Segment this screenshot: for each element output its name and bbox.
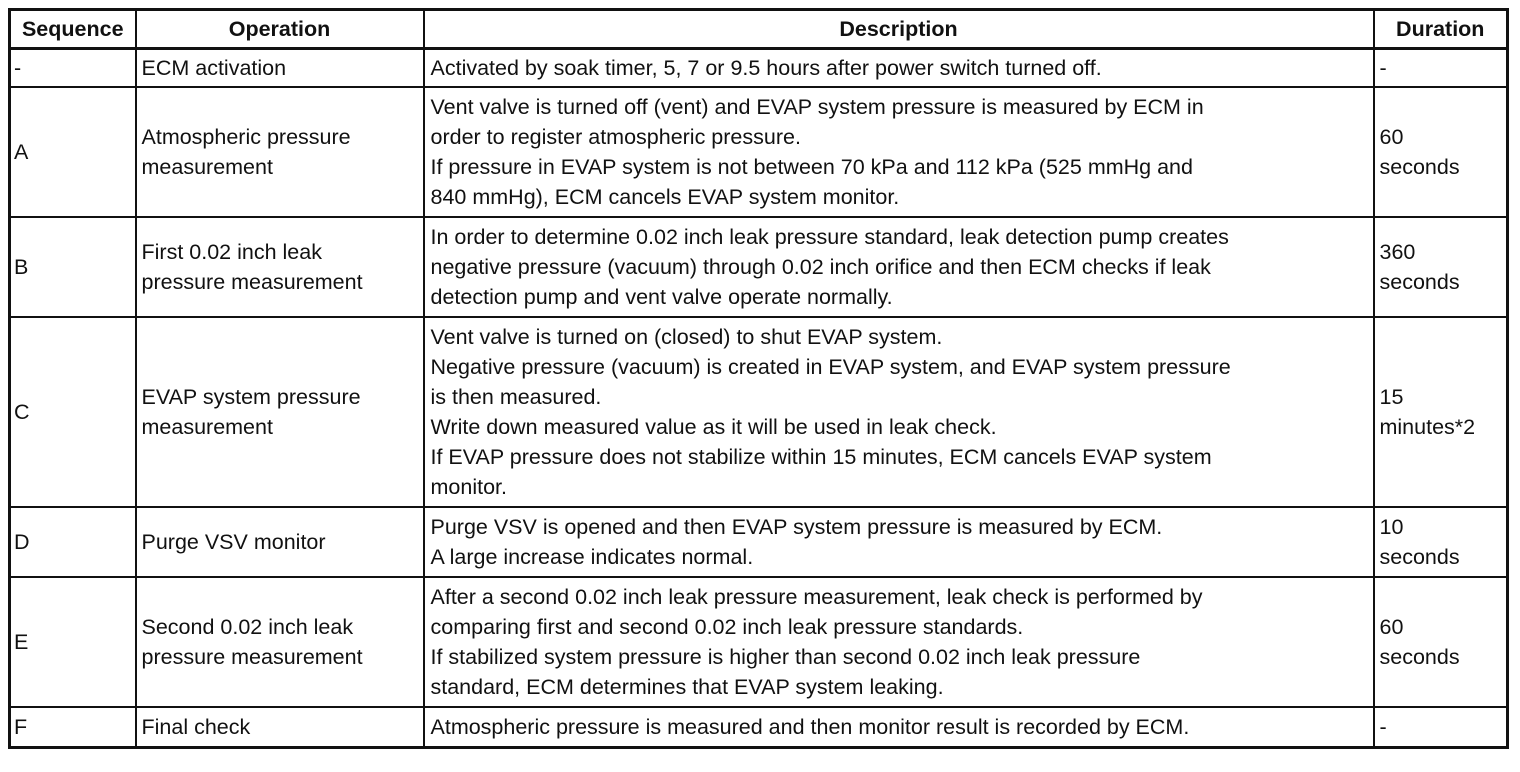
duration-cell: 10 seconds [1374, 507, 1508, 577]
table-row [10, 507, 1508, 577]
header-description: Description [424, 10, 1374, 49]
description-cell: Activated by soak timer, 5, 7 or 9.5 hours after power switch turned off. [424, 49, 1374, 88]
table-row [10, 707, 1508, 748]
operation-cell: Atmospheric pressure measurement [136, 87, 424, 217]
description-cell: Purge VSV is opened and then EVAP system pressure is measured by ECM. A large increase indicates normal. [424, 507, 1374, 577]
sequence-cell: - [10, 49, 136, 88]
table-row [10, 49, 1508, 88]
description-cell: After a second 0.02 inch leak pressure measurement, leak check is performed by comparing first and second 0.02 inch leak pressure standards. If stabilized system pressure is higher than second 0.02 inch leak pressure standard, ECM determines that EVAP system leaking. [424, 577, 1374, 707]
duration-cell: 360 seconds [1374, 217, 1508, 317]
sequence-cell: D [10, 507, 136, 577]
sequence-cell: B [10, 217, 136, 317]
operation-cell: Second 0.02 inch leak pressure measurement [136, 577, 424, 707]
evap-monitor-sequence-table [8, 8, 1509, 749]
duration-cell: - [1374, 707, 1508, 748]
header-row [10, 10, 1508, 49]
sequence-cell: E [10, 577, 136, 707]
table-row [10, 317, 1508, 507]
sequence-cell: A [10, 87, 136, 217]
operation-cell: Purge VSV monitor [136, 507, 424, 577]
table-row [10, 87, 1508, 217]
table-row [10, 577, 1508, 707]
sequence-cell: C [10, 317, 136, 507]
header-operation: Operation [136, 10, 424, 49]
description-cell: Vent valve is turned off (vent) and EVAP system pressure is measured by ECM in order to register atmospheric pressure. If pressure in EVAP system is not between 70 kPa and 112 kPa (525 mmHg and 840 mmHg), ECM cancels EVAP system monitor. [424, 87, 1374, 217]
duration-cell: - [1374, 49, 1508, 88]
header-duration: Duration [1374, 10, 1508, 49]
duration-cell: 60 seconds [1374, 87, 1508, 217]
duration-cell: 60 seconds [1374, 577, 1508, 707]
description-cell: Vent valve is turned on (closed) to shut EVAP system. Negative pressure (vacuum) is created in EVAP system, and EVAP system pressure is then measured. Write down measured value as it will be used in leak check. If EVAP pressure does not stabilize within 15 minutes, ECM cancels EVAP system monitor. [424, 317, 1374, 507]
table-row [10, 217, 1508, 317]
description-cell: In order to determine 0.02 inch leak pressure standard, leak detection pump creates negative pressure (vacuum) through 0.02 inch orifice and then ECM checks if leak detection pump and vent valve operate normally. [424, 217, 1374, 317]
operation-cell: Final check [136, 707, 424, 748]
operation-cell: EVAP system pressure measurement [136, 317, 424, 507]
duration-cell: 15 minutes*2 [1374, 317, 1508, 507]
description-cell: Atmospheric pressure is measured and then monitor result is recorded by ECM. [424, 707, 1374, 748]
operation-cell: First 0.02 inch leak pressure measurement [136, 217, 424, 317]
sequence-cell: F [10, 707, 136, 748]
operation-cell: ECM activation [136, 49, 424, 88]
header-sequence: Sequence [10, 10, 136, 49]
